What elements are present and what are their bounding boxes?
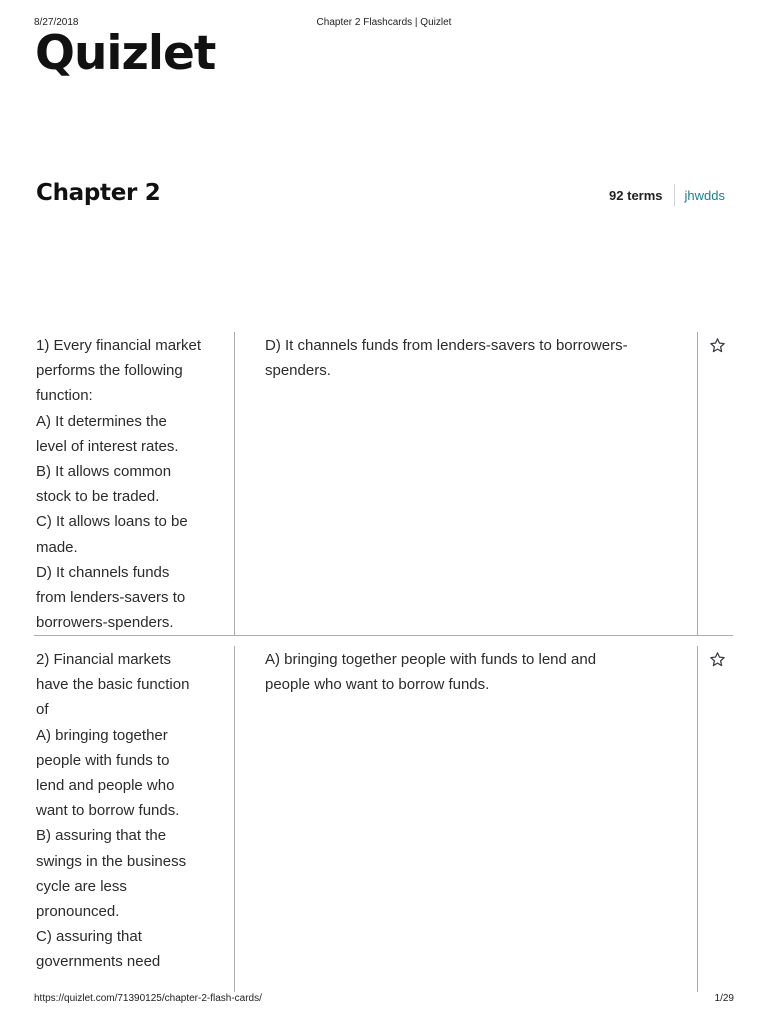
- term-line: 2) Financial markets: [36, 651, 172, 668]
- definition-line: spenders.: [265, 362, 331, 380]
- term-line: cycle are less: [36, 877, 127, 895]
- term-line: stock to be traded.: [36, 488, 160, 506]
- card-actions: [698, 646, 733, 992]
- term-line: people with funds to: [36, 751, 170, 769]
- term-line: swings in the business: [36, 852, 187, 870]
- term-line: of: [36, 701, 49, 719]
- flashcard-list: [34, 332, 733, 992]
- term-line: have the basic function: [36, 676, 190, 694]
- term-line: 1) Every financial market: [36, 337, 202, 354]
- definition-line: people who want to borrow funds.: [265, 676, 490, 694]
- print-url: https://quizlet.com/71390125/chapter-2-flash-cards/: [34, 993, 262, 1004]
- term-line: want to borrow funds.: [36, 802, 180, 820]
- term-line: C) assuring that: [36, 928, 142, 946]
- term-line: B) assuring that the: [36, 827, 167, 845]
- print-page-title: Chapter 2 Flashcards | Quizlet: [316, 17, 452, 28]
- set-meta: [609, 184, 725, 206]
- term-line: from lenders-savers to: [36, 589, 186, 607]
- meta-divider: [674, 184, 675, 206]
- term-count: 92 terms: [609, 187, 663, 203]
- term-line: C) It allows loans to be: [36, 513, 188, 531]
- quizlet-logo[interactable]: Quizlet: [35, 26, 216, 81]
- card-actions: [698, 332, 733, 635]
- definition-line: A) bringing together people with funds to lend and: [265, 651, 597, 668]
- star-outline-icon[interactable]: [706, 334, 728, 356]
- term-line: made.: [36, 538, 78, 556]
- definition-line: D) It channels funds from lenders-savers to borrowers-: [265, 337, 628, 354]
- print-page-number: 1/29: [714, 993, 734, 1004]
- term-line: governments need: [36, 953, 161, 971]
- term-line: B) It allows common: [36, 463, 172, 481]
- flashcard-row: [34, 646, 733, 992]
- print-date: 8/27/2018: [34, 17, 79, 28]
- term-line: borrowers-spenders.: [36, 614, 174, 632]
- term-line: A) bringing together: [36, 726, 168, 744]
- term-line: D) It channels funds: [36, 563, 170, 581]
- term-line: function:: [36, 387, 93, 405]
- term-line: level of interest rates.: [36, 437, 179, 455]
- card-definition: [235, 646, 697, 992]
- author-link[interactable]: jhwdds: [684, 187, 725, 203]
- term-line: A) It determines the: [36, 412, 167, 430]
- term-line: pronounced.: [36, 903, 120, 921]
- set-title: Chapter 2: [36, 180, 161, 206]
- card-definition: [235, 332, 697, 635]
- star-outline-icon[interactable]: [706, 648, 728, 670]
- card-term: [34, 332, 234, 635]
- flashcard-row: [34, 332, 733, 636]
- term-line: performs the following: [36, 362, 183, 380]
- term-line: lend and people who: [36, 777, 175, 795]
- card-term: [34, 646, 234, 992]
